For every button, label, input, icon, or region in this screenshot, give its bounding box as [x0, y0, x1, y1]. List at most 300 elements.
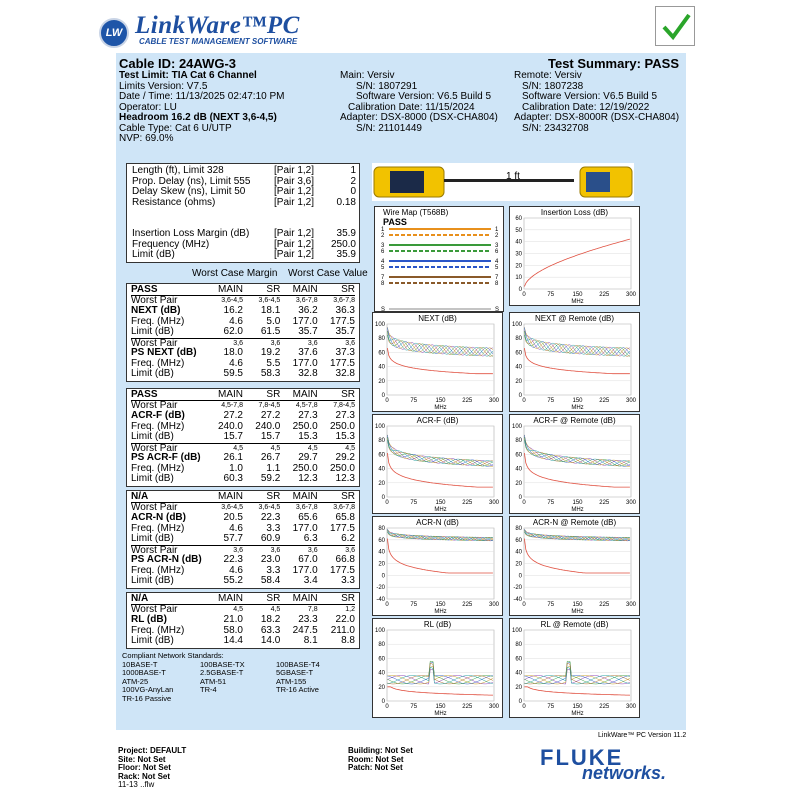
row-value: 4.6	[229, 564, 243, 576]
y-tick-label: 40	[515, 549, 522, 556]
y-tick-label: 20	[515, 480, 522, 487]
row-value: 8.1	[303, 635, 318, 646]
x-tick-label: 150	[435, 500, 446, 506]
y-tick-label: 40	[515, 466, 522, 473]
standard-item: TR-16 Passive	[122, 693, 172, 703]
x-tick-label: 75	[410, 398, 418, 404]
row-label: Worst Pair	[131, 501, 178, 513]
standard-item: 100BASE-T4	[276, 659, 320, 669]
x-tick-label: 300	[625, 500, 637, 506]
summary-pair: [Pair 1,2]	[274, 165, 315, 176]
x-tick-label: 150	[572, 500, 583, 506]
row-value: 62.0	[223, 326, 243, 337]
wire-pin-label: 3	[495, 243, 499, 249]
remote-unit: Remote: Versiv	[514, 70, 582, 81]
x-tick-label: 0	[522, 602, 526, 608]
x-axis-label: MHz	[434, 711, 447, 717]
summary-label: Prop. Delay (ns), Limit 555	[132, 175, 251, 187]
table-col-header: MAIN	[218, 284, 243, 295]
test-limit: Test Limit: TIA Cat 6 Channel	[119, 70, 257, 81]
row-value: 65.8	[335, 512, 355, 523]
x-tick-label: 300	[488, 704, 500, 710]
x-tick-label: 150	[435, 602, 446, 608]
chart-title: Insertion Loss (dB)	[540, 208, 609, 217]
y-tick-label: 60	[378, 350, 385, 357]
summary-row	[132, 250, 356, 261]
x-tick-label: 225	[462, 398, 473, 404]
table-col-header: MAIN	[292, 389, 318, 400]
main-adapter-sn: S/N: 21101449	[356, 122, 422, 134]
room: Room: Not Set	[348, 754, 404, 764]
y-tick-label: 60	[515, 537, 522, 544]
row-label: Worst Pair	[131, 442, 178, 454]
row-value: 22.3	[260, 512, 281, 523]
chart-plot	[373, 313, 502, 411]
row-value: 8.8	[341, 635, 355, 646]
row-label: Worst Pair	[131, 603, 178, 615]
chart-panel	[509, 312, 640, 412]
summary-value: 35.9	[336, 228, 356, 239]
summary-value: 0.18	[336, 196, 356, 208]
row-value: 3,6	[270, 339, 281, 347]
wire-pin-label: 8	[495, 281, 499, 287]
x-tick-label: 75	[547, 500, 555, 506]
y-tick-label: 40	[515, 364, 522, 371]
nvp: NVP: 69.0%	[119, 133, 174, 144]
chart-panel	[509, 516, 640, 616]
standard-item: 5GBASE-T	[276, 668, 314, 678]
table-status: PASS	[131, 284, 158, 295]
x-tick-label: 150	[572, 292, 583, 298]
x-tick-label: 300	[488, 500, 500, 506]
table-col-header: SR	[266, 284, 281, 295]
x-tick-label: 75	[547, 602, 555, 608]
row-value: 57.7	[223, 533, 243, 544]
row-value: 23.3	[298, 614, 318, 625]
row-value: 58.4	[260, 575, 281, 586]
table-col-header: MAIN	[292, 593, 318, 604]
chart-plot	[510, 415, 639, 513]
main-unit: Main: Versiv	[340, 70, 395, 81]
y-tick-label: -20	[513, 585, 522, 592]
remote-sn: S/N: 1807238	[522, 80, 584, 92]
limits-version: Limits Version: V7.5	[119, 80, 208, 92]
standard-item: TR-4	[200, 685, 217, 695]
y-tick-label: 20	[515, 378, 522, 385]
x-tick-label: 300	[625, 704, 637, 710]
x-tick-label: 300	[488, 602, 500, 608]
summary-row	[132, 187, 356, 198]
date-time: Date / Time: 11/13/2025 02:47:10 PM	[119, 91, 285, 102]
x-tick-label: 75	[547, 398, 555, 404]
remote-software: Software Version: V6.5 Build 5	[522, 91, 658, 102]
chart-panel	[372, 414, 503, 514]
main-calibration: Calibration Date: 11/15/2024	[348, 101, 475, 113]
chart-title: ACR-F @ Remote (dB)	[533, 416, 616, 425]
table-row	[131, 474, 355, 485]
row-value: 59.2	[260, 473, 281, 484]
x-tick-label: 150	[572, 704, 583, 710]
row-label: Freq. (MHz)	[131, 624, 185, 636]
summary-pair: [Pair 1,2]	[274, 186, 315, 197]
row-value: 3,6	[270, 546, 281, 554]
y-tick-label: 60	[515, 216, 522, 222]
row-value: 240.0	[217, 420, 243, 432]
row-value: 6.3	[303, 533, 318, 544]
table-col-header: SR	[266, 593, 281, 604]
y-tick-label: 60	[378, 656, 385, 663]
row-value: 250.0	[292, 420, 318, 432]
row-value: 3,6	[307, 339, 318, 347]
row-value: 177.5	[329, 564, 355, 576]
row-value: 66.8	[335, 554, 355, 565]
wire-pin-label: 5	[495, 265, 499, 271]
x-axis-label: MHz	[434, 507, 447, 513]
row-value: 22.0	[335, 614, 355, 625]
wire-pin-label: 3	[381, 243, 385, 249]
standard-item: 100VG-AnyLan	[122, 685, 174, 695]
linkware-logo-subtitle: CABLE TEST MANAGEMENT SOFTWARE	[139, 37, 298, 46]
row-value: 37.6	[298, 347, 318, 358]
row-value: 4.6	[229, 315, 243, 327]
y-tick-label: 0	[518, 573, 522, 580]
x-tick-label: 225	[599, 602, 610, 608]
chart-panel	[372, 618, 503, 718]
wire-map-status: PASS	[383, 217, 407, 227]
table-row	[131, 432, 355, 443]
row-value: 7,8-4,5	[333, 401, 355, 409]
y-tick-label: 60	[515, 656, 522, 663]
x-axis-label: MHz	[434, 609, 447, 615]
summary-value: 2	[350, 175, 356, 187]
x-tick-label: 225	[599, 500, 610, 506]
chart-plot	[373, 415, 502, 513]
y-tick-label: 100	[374, 322, 385, 328]
row-value: 3,6-7,8	[295, 503, 318, 511]
standard-item: 10BASE-T	[122, 659, 158, 669]
row-value: 250.0	[329, 462, 355, 474]
row-value: 20.5	[223, 512, 243, 523]
row-value: 15.7	[260, 431, 281, 442]
y-tick-label: 100	[511, 424, 522, 430]
fluke-logo: FLUKE	[540, 745, 624, 770]
row-value: 22.3	[223, 554, 243, 565]
row-label: Worst Pair	[131, 399, 178, 411]
table-row	[131, 555, 355, 566]
chart-title: NEXT @ Remote (dB)	[534, 314, 615, 323]
y-tick-label: 100	[511, 322, 522, 328]
x-tick-label: 0	[385, 500, 389, 506]
row-value: 29.7	[298, 452, 318, 463]
row-value: 7,8	[307, 605, 318, 613]
row-label: Worst Pair	[131, 294, 178, 306]
row-value: 3,6-7,8	[333, 296, 355, 304]
x-tick-label: 75	[547, 704, 555, 710]
row-value: 5.0	[266, 315, 281, 327]
chart-title: RL (dB)	[423, 620, 452, 629]
chart-plot	[373, 619, 502, 717]
y-tick-label: 20	[515, 263, 522, 270]
x-tick-label: 75	[410, 500, 418, 506]
row-value: 12.3	[335, 473, 355, 484]
x-axis-label: MHz	[571, 507, 584, 513]
site: Site: Not Set	[118, 754, 166, 764]
y-tick-label: 80	[515, 438, 522, 445]
row-value: 3.3	[266, 522, 281, 534]
row-label: Limit (dB)	[131, 326, 174, 337]
row-value: 177.5	[329, 357, 355, 369]
row-value: 19.2	[260, 347, 281, 358]
header-remote	[514, 71, 679, 134]
rack: Rack: Not Set	[118, 771, 171, 781]
table-col-header: MAIN	[218, 491, 243, 502]
standard-item: ATM-25	[122, 676, 149, 686]
table-status: PASS	[131, 389, 158, 400]
x-tick-label: 150	[435, 398, 446, 404]
y-tick-label: 0	[518, 699, 522, 705]
y-tick-label: 0	[518, 495, 522, 501]
main-sn: S/N: 1807291	[356, 80, 418, 92]
summary-value: 0	[350, 186, 356, 197]
y-tick-label: 20	[378, 378, 385, 385]
y-tick-label: 20	[378, 480, 385, 487]
row-value: 3.3	[341, 575, 355, 586]
summary-row	[132, 229, 356, 240]
cable-id: Cable ID: 24AWG-3	[119, 56, 237, 71]
table-row	[131, 534, 355, 545]
table-col-header: SR	[341, 284, 355, 295]
row-value: 3,6	[233, 339, 243, 347]
row-label: Freq. (MHz)	[131, 357, 185, 369]
remote-calibration: Calibration Date: 12/19/2022	[522, 101, 650, 113]
table-status: N/A	[131, 491, 149, 502]
row-label: Limit (dB)	[131, 431, 174, 442]
summary-row	[132, 166, 356, 177]
y-tick-label: 20	[515, 561, 522, 568]
summary-label: Frequency (MHz)	[132, 238, 210, 250]
x-tick-label: 0	[385, 704, 389, 710]
row-value: 23.0	[260, 554, 281, 565]
table-col-header: SR	[341, 389, 355, 400]
summary-label: Delay Skew (ns), Limit 50	[132, 186, 246, 197]
row-label: ACR-N (dB)	[131, 512, 186, 523]
table-col-header: MAIN	[292, 491, 318, 502]
row-value: 6.2	[341, 533, 355, 544]
row-value: 4,5	[233, 605, 243, 613]
row-label: Limit (dB)	[131, 473, 174, 484]
x-tick-label: 225	[462, 704, 473, 710]
row-label: Worst Pair	[131, 337, 178, 349]
summary-label: Length (ft), Limit 328	[132, 165, 224, 176]
row-value: 4,5	[307, 444, 318, 452]
table-header-row	[131, 285, 355, 296]
x-tick-label: 0	[522, 292, 526, 298]
pass-checkmark-icon	[655, 6, 695, 46]
y-tick-label: 60	[515, 452, 522, 459]
x-tick-label: 225	[462, 602, 473, 608]
wire-pin-label: 2	[495, 233, 499, 239]
row-label: Freq. (MHz)	[131, 315, 185, 327]
row-label: PS ACR-N (dB)	[131, 554, 202, 565]
chart-plot	[510, 207, 639, 305]
result-table	[126, 490, 360, 589]
x-tick-label: 75	[410, 704, 418, 710]
row-value: 177.5	[329, 315, 355, 327]
row-value: 36.2	[298, 305, 318, 316]
row-value: 177.0	[292, 357, 318, 369]
row-label: Freq. (MHz)	[131, 564, 185, 576]
y-tick-label: 40	[515, 670, 522, 677]
wire-pin-label: 8	[381, 281, 385, 287]
table-col-header: SR	[341, 593, 355, 604]
summary-value: 1	[350, 165, 356, 176]
chart-panel	[509, 206, 640, 306]
chart-title: RL @ Remote (dB)	[540, 620, 609, 629]
y-tick-label: 0	[381, 393, 385, 399]
wire-pin-label: 7	[495, 275, 499, 281]
x-tick-label: 300	[488, 398, 500, 404]
x-tick-label: 0	[522, 398, 526, 404]
y-tick-label: 80	[378, 526, 385, 532]
standard-item: ATM-155	[276, 676, 307, 686]
row-value: 15.3	[335, 431, 355, 442]
row-value: 3,6	[233, 546, 243, 554]
table-row	[131, 306, 355, 317]
row-value: 1.1	[266, 462, 281, 474]
table-row	[131, 369, 355, 380]
row-value: 58.0	[223, 624, 243, 636]
compliant-standards	[122, 652, 356, 704]
table-col-header: SR	[266, 491, 281, 502]
y-tick-label: 20	[515, 684, 522, 691]
main-software: Software Version: V6.5 Build 5	[356, 91, 492, 102]
row-label: Limit (dB)	[131, 635, 174, 646]
table-status: N/A	[131, 593, 149, 604]
cable-diagram	[372, 163, 634, 201]
row-value: 250.0	[329, 420, 355, 432]
y-tick-label: 80	[515, 642, 522, 649]
row-label: Freq. (MHz)	[131, 462, 185, 474]
row-value: 35.7	[335, 326, 355, 337]
x-tick-label: 75	[547, 292, 555, 298]
x-axis-label: MHz	[434, 405, 447, 411]
y-tick-label: 20	[378, 561, 385, 568]
table-row	[131, 348, 355, 359]
chart-plot	[510, 517, 639, 615]
summary-pair: [Pair 1,2]	[274, 249, 315, 260]
row-value: 60.3	[223, 473, 243, 484]
x-axis-label: MHz	[571, 609, 584, 615]
result-table	[126, 388, 360, 487]
x-tick-label: 0	[522, 500, 526, 506]
standard-item: 1000BASE-T	[122, 668, 166, 678]
summary-value: 250.0	[330, 238, 356, 250]
row-value: 3,6-4,5	[258, 503, 281, 511]
row-label: Freq. (MHz)	[131, 522, 185, 534]
row-value: 240.0	[255, 420, 281, 432]
row-value: 4,5	[270, 605, 281, 613]
row-value: 63.3	[260, 624, 281, 636]
table-row	[131, 576, 355, 587]
row-value: 3,6-4,5	[258, 296, 281, 304]
row-value: 3,6-7,8	[333, 503, 355, 511]
row-value: 3,6-4,5	[221, 503, 243, 511]
x-tick-label: 300	[625, 398, 637, 404]
summary-pair: [Pair 1,2]	[274, 238, 315, 250]
x-tick-label: 150	[572, 602, 583, 608]
row-value: 177.5	[329, 522, 355, 534]
x-axis-label: MHz	[571, 405, 584, 411]
y-tick-label: 10	[515, 275, 522, 282]
row-value: 15.3	[298, 431, 318, 442]
row-value: 55.2	[223, 575, 243, 586]
wire-pin-label: 2	[381, 233, 385, 239]
row-value: 177.0	[292, 522, 318, 534]
table-row	[131, 513, 355, 524]
row-value: 36.3	[335, 305, 355, 316]
standard-item: 2.5GBASE-T	[200, 668, 244, 678]
version-label: LinkWare™ PC Version 11.2	[598, 732, 687, 739]
wire-pin-label: 4	[381, 259, 385, 265]
main-adapter: Adapter: DSX-8000 (DSX-CHA804)	[340, 112, 498, 123]
remote-adapter: Adapter: DSX-8000R (DSX-CHA804)	[514, 112, 680, 123]
row-value: 4,5-7,8	[295, 401, 318, 409]
footer-left	[118, 747, 186, 790]
wire-pin-label: 1	[381, 227, 385, 233]
y-tick-label: 80	[515, 336, 522, 343]
x-tick-label: 150	[435, 704, 446, 710]
linkware-logo-title: LinkWare™PC	[135, 12, 300, 39]
chart-title: ACR-N (dB)	[416, 518, 459, 527]
chart-plot	[510, 313, 639, 411]
row-value: 247.5	[292, 624, 318, 636]
y-tick-label: 0	[518, 287, 522, 293]
y-tick-label: 40	[378, 549, 385, 556]
row-value: 59.5	[223, 368, 243, 379]
wire-pin-label: S	[381, 307, 386, 311]
row-label: ACR-F (dB)	[131, 410, 185, 421]
row-value: 29.2	[335, 452, 355, 463]
row-label: NEXT (dB)	[131, 305, 181, 316]
y-tick-label: 100	[511, 628, 522, 634]
summary-pair: [Pair 1,2]	[274, 228, 315, 239]
row-label: PS ACR-F (dB)	[131, 452, 201, 463]
row-label: Worst Pair	[131, 544, 178, 556]
row-value: 16.2	[223, 305, 243, 316]
table-col-header: MAIN	[218, 593, 243, 604]
operator: Operator: LU	[119, 101, 177, 113]
project: Project: DEFAULT	[118, 746, 187, 755]
row-value: 3.3	[266, 564, 281, 576]
y-tick-label: -40	[513, 597, 522, 603]
row-value: 27.3	[335, 410, 355, 421]
table-header-row	[131, 594, 355, 605]
row-value: 5.5	[266, 357, 281, 369]
wire-pin-label: 1	[495, 227, 499, 233]
wire-pin-label: 6	[495, 249, 499, 255]
row-label: Limit (dB)	[131, 575, 174, 586]
row-value: 4,5-7,8	[221, 401, 243, 409]
row-value: 27.2	[223, 410, 243, 421]
chart-panel	[372, 312, 503, 412]
remote-adapter-sn: S/N: 23432708	[522, 122, 589, 134]
row-value: 60.9	[260, 533, 281, 544]
x-tick-label: 225	[599, 398, 610, 404]
y-tick-label: 50	[515, 227, 522, 234]
y-tick-label: -40	[376, 597, 385, 603]
summary-label: Resistance (ohms)	[132, 196, 216, 208]
wire-map-panel	[374, 206, 504, 312]
